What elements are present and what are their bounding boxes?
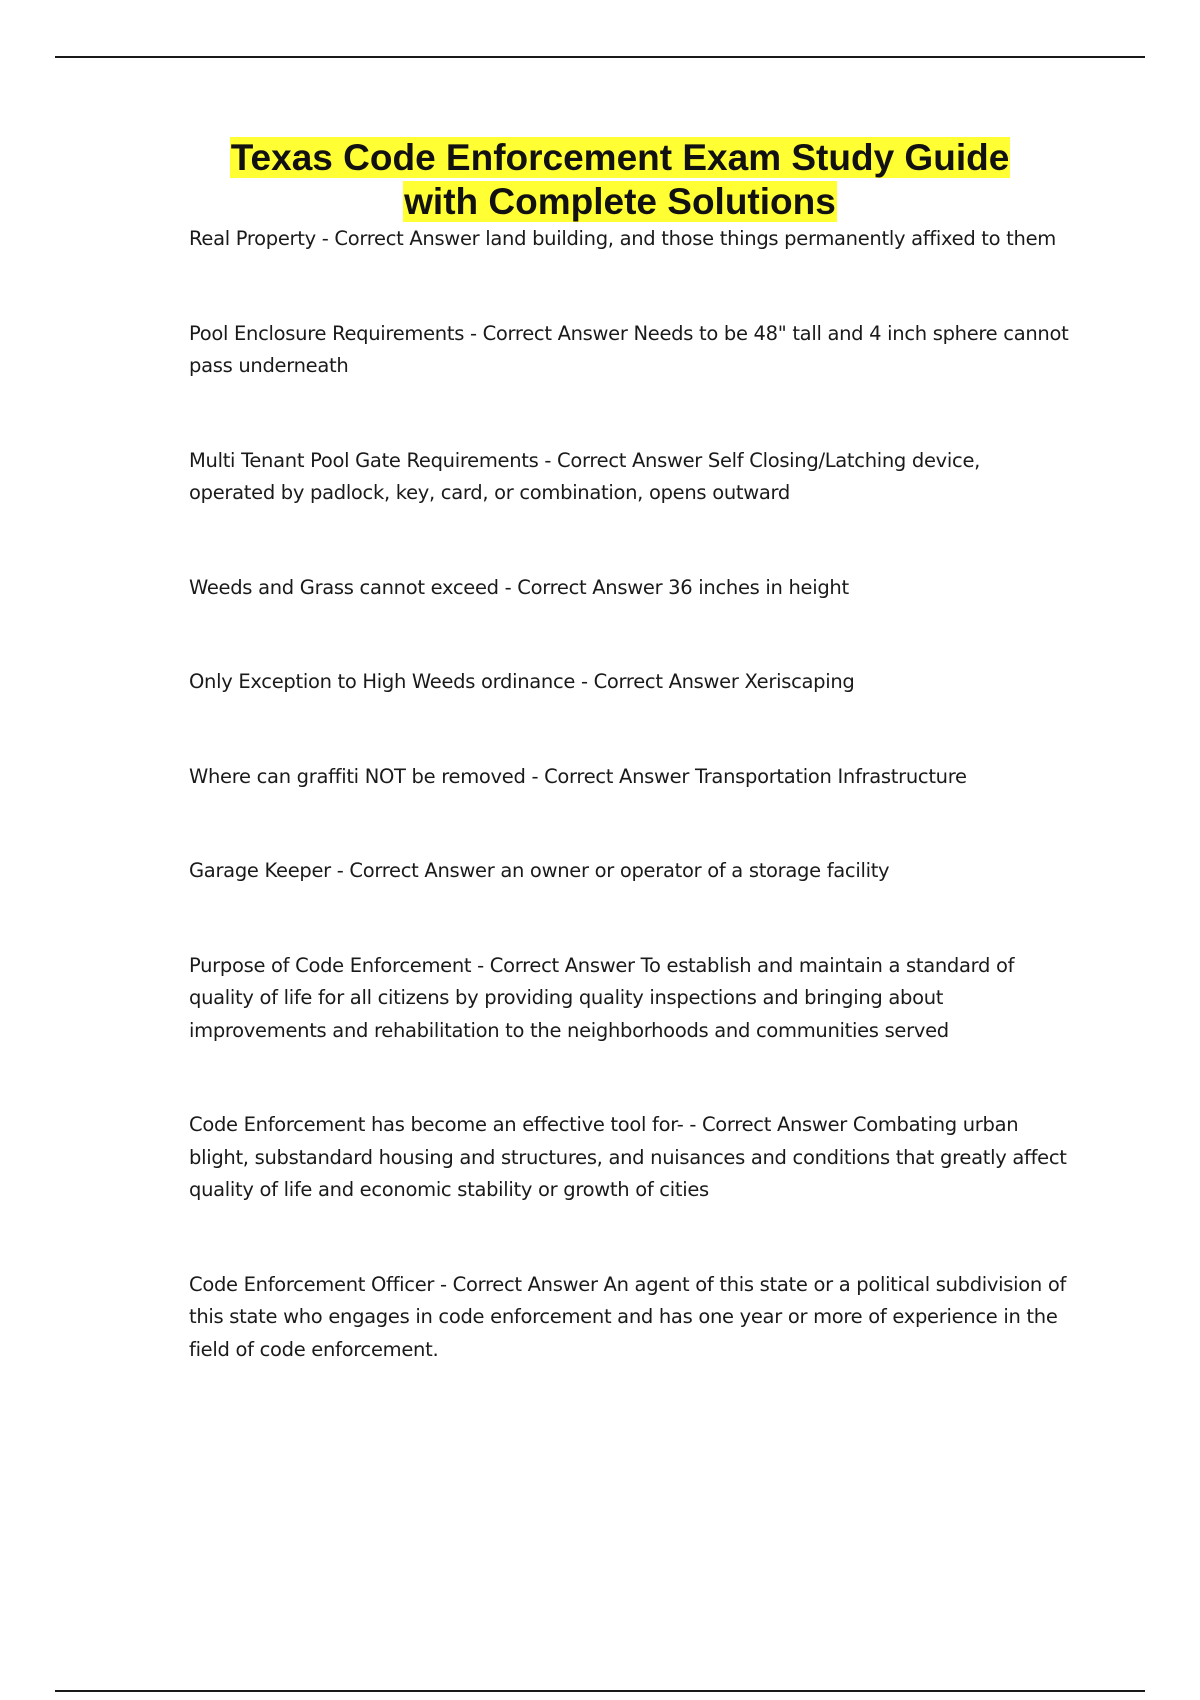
qa-entry-real-property: Real Property - Correct Answer land building, and those things permanently affixed to them bbox=[189, 227, 1056, 250]
qa-entry-purpose: Purpose of Code Enforcement - Correct Answer To establish and maintain a standard of quality of life for all citizens by providing quality inspections and bringing about improvements and rehabilitation to the neighborhoods and communities served bbox=[189, 953, 1015, 1042]
qa-entry-effective-tool: Code Enforcement has become an effective tool for- - Correct Answer Combating urban blight, substandard housing and structures, and nuisances and conditions that greatly affect quality of life and economic stability or growth of cities bbox=[189, 1113, 1067, 1201]
qa-entry-weeds-height: Weeds and Grass cannot exceed - Correct Answer 36 inches in height bbox=[189, 575, 849, 599]
top-divider bbox=[55, 56, 1145, 58]
qa-entry-weeds-exception: Only Exception to High Weeds ordinance - Correct Answer Xeriscaping bbox=[189, 670, 855, 693]
bottom-divider bbox=[55, 1690, 1145, 1692]
qa-entry-graffiti: Where can graffiti NOT be removed - Correct Answer Transportation Infrastructure bbox=[189, 764, 967, 788]
title-line-2: with Complete Solutions bbox=[404, 181, 836, 222]
title-line-1: Texas Code Enforcement Exam Study Guide bbox=[230, 137, 1010, 178]
qa-entry-garage-keeper: Garage Keeper - Correct Answer an owner or operator of a storage facility bbox=[189, 859, 890, 882]
qa-list bbox=[189, 223, 1069, 1428]
document-title bbox=[130, 136, 1110, 224]
qa-entry-officer: Code Enforcement Officer - Correct Answer An agent of this state or a political subdivision of this state who engages in code enforcement and has one year or more of experience in the field of code enforcement. bbox=[189, 1272, 1067, 1361]
qa-entry-pool-enclosure: Pool Enclosure Requirements - Correct Answer Needs to be 48" tall and 4 inch sphere cannot pass underneath bbox=[189, 321, 1069, 377]
qa-entry-pool-gate: Multi Tenant Pool Gate Requirements - Correct Answer Self Closing/Latching device, operated by padlock, key, card, or combination, opens outward bbox=[189, 448, 981, 504]
